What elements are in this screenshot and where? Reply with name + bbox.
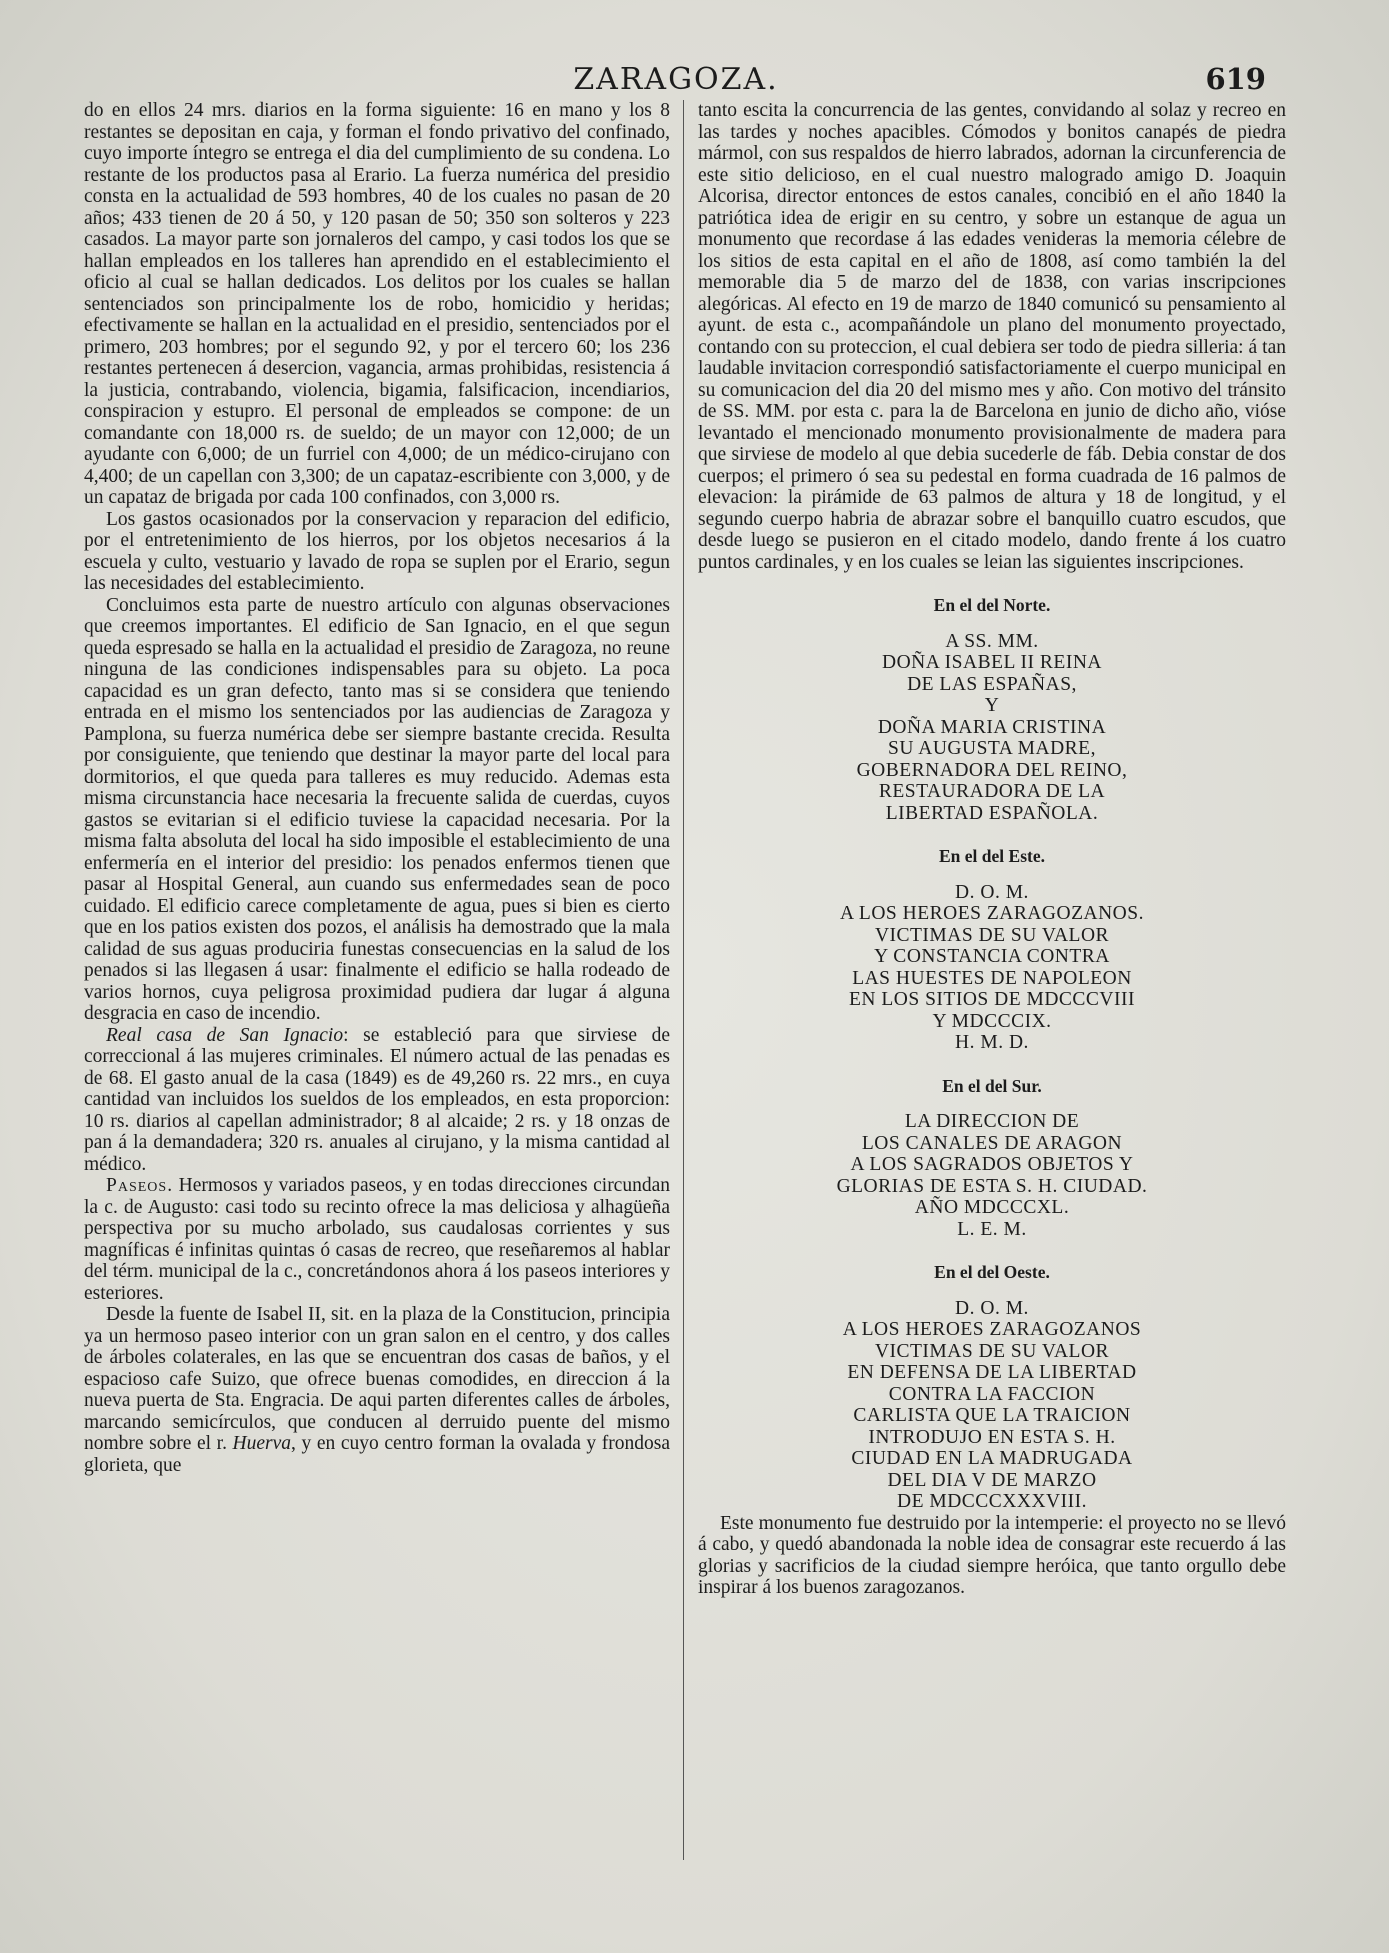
paragraph-observaciones: Concluimos esta parte de nuestro artículo con algunas observaciones que creemos importantes. El edificio de San Ignacio, en el que segun queda espresado se halla en la actualidad el presidio de Zaragoza, no reune ninguna de las condiciones indispensables para su objeto. La poca capacidad es un gran defecto, tanto mas si se considera que teniendo entrada en el mismo los sentenciados por las audiencias de Zaragoza y Pamplona, su fuerza numérica debe ser siempre bastante crecida. Resulta por consiguiente, que teniendo que destinar la mayor parte del local para dormitorios, el que queda para talleres es muy reducido. Ademas esta misma circunstancia hace necesaria la frecuente salida de cuerdas, cuyos gastos se evitarian si el edificio tuviese la capacidad necesaria. Por la misma falta absoluta del local ha sido imposible el establecimiento de una enfermería en el interior del presidio: los penados enfermos tienen que pasar al Hospital General, aun cuando sus enfermedades sean de poco cuidado. El edificio carece completamente de agua, pues si bien es cierto que en los patios existen dos pozos, el análisis ha demostrado que la mala calidad de sus aguas produciria funestas consecuencias en la salud de los penados si las llegasen á usar: finalmente el edificio se halla rodeado de varios hornos, cuya peligrosa proximidad pudiera dar lugar á alguna desgracia en caso de incendio.: [84, 594, 670, 1024]
paragraph-paseos: [84, 1175, 670, 1304]
paragraph-monumento: tanto escita la concurrencia de las gentes, convidando al solaz y recreo en las tardes y noches apacibles. Cómodos y bonitos canapés de piedra mármol, con sus respaldos de hierro labrados, adornan la circunferencia de este sitio delicioso, en el cual nuestro malogrado amigo D. Joaquin Alcorisa, director entonces de estos canales, concibió en el año 1840 la patriótica idea de erigir en su centro, y sobre un estanque de agua un monumento que recordase á las edades venideras la memoria célebre de los sitios de esta capital en el año de 1808, así como también la del memorable dia 5 de marzo del de 1838, con varias inscripciones alegóricas. Al efecto en 19 de marzo de 1840 comunicó su pensamiento al ayunt. de esta c., acompañándole un plano del monumento proyectado, contando con su proteccion, el cual debiera ser todo de piedra silleria: á tan laudable invitacion correspondió satisfactoriamente el cuerpo municipal en su comunicacion del dia 20 del mismo mes y año. Con motivo del tránsito de SS. MM. por esta c. para la de Barcelona en junio de dicho año, vióse levantado el mencionado monumento provisionalmente de madera para que sirviese de modelo al que debia sucederle de fáb. Debia constar de dos cuerpos; el primero ó sea su pedestal en forma cuadrada de 16 palmos de elevacion: la pirámide de 63 palmos de altura y 18 de longitud, y el segundo cuerpo habria de abrazar sobre el banquillo cuatro escudos, que desde luego se pusieron en el citado modelo, dando frente á los cuatro puntos cardinales, y en los cuales se leian las siguientes inscripciones.: [698, 100, 1286, 573]
inscription-line: VICTIMAS DE SU VALOR: [874, 924, 1110, 946]
inscription-oeste: [698, 1298, 1286, 1513]
paragraph-fuente: [84, 1304, 670, 1476]
inscription-line: DOÑA ISABEL II REINA: [882, 652, 1102, 673]
inscription-heading-este: En el del Este.: [939, 846, 1045, 866]
inscription-line: Y MDCCCIX.: [932, 1010, 1052, 1032]
fuente-text-a: Desde la fuente de Isabel II, sit. en la plaza de la Constitucion, principia ya un hermoso paseo interior con un gran salon en el centro, y dos calles de árboles colaterales, en las que se encuentran dos casas de baños, y el espacioso cafe Suizo, que ofrece buenas comodides, en direccion á la nueva puerta de Sta. Engracia. De aqui parten diferentes calles de árboles, marcando semicírculos, que conducen al derruido puente del mismo nombre sobre el r.: [84, 1304, 670, 1454]
column-divider: [683, 100, 684, 1860]
real-casa-title: Real casa de San Ignacio: [106, 1024, 344, 1046]
paragraph-real-casa: [84, 1025, 670, 1176]
inscription-line: LA DIRECCION DE: [904, 1111, 1080, 1132]
inscription-sur: [698, 1111, 1286, 1240]
inscription-line: CARLISTA QUE LA TRAICION: [853, 1405, 1131, 1426]
inscription-line: GLORIAS DE ESTA S. H. CIUDAD.: [836, 1175, 1148, 1197]
paragraph-presidio-funds: do en ellos 24 mrs. diarios en la forma siguiente: 16 en mano y los 8 restantes se depositan en caja, y forman el fondo privativo del confinado, cuyo importe íntegro se entrega el dia del cumplimiento de su condena. Lo restante de los productos pasa al Erario. La fuerza numérica del presidio consta en la actualidad de 593 hombres, 40 de los cuales no pasan de 20 años; 433 tienen de 20 á 50, y 120 pasan de 50; 350 son solteros y 223 casados. La mayor parte son jornaleros del campo, y casi todos los que se hallan empleados en los talleres han aprendido en el establecimiento el oficio al cual se hallan dedicados. Los delitos por los cuales se hallan sentenciados son principalmente los de robo, homicidio y heridas; efectivamente se hallan en la actualidad en el presidio, sentenciados por el primero, 203 hombres; por el segundo 92, y por el tercero 60; los 236 restantes pertenecen á desercion, vagancia, armas prohibidas, resistencia á la justicia, contrabando, violencia, bigamia, falsificacion, incendiarios, conspiracion y estupro. El personal de empleados se compone: de un comandante con 18,000 rs. de sueldo; de un mayor con 12,000; de un ayudante con 6,000; de un furriel con 4,000; de un médico-cirujano con 4,400; de un capellan con 3,300; de un capataz-escribiente con 3,000, y de un capataz de brigada por cada 100 confinados, con 3,000 rs.: [84, 100, 670, 508]
inscription-line: RESTAURADORA DE LA: [878, 781, 1106, 802]
inscription-line: A LOS HEROES ZARAGOZANOS: [842, 1319, 1142, 1340]
inscription-line: LAS HUESTES DE NAPOLEON: [852, 967, 1132, 989]
left-column: [84, 100, 670, 1476]
inscription-line: Y CONSTANCIA CONTRA: [874, 946, 1110, 967]
inscription-line: DE LAS ESPAÑAS,: [907, 673, 1077, 695]
inscription-line: DOÑA MARIA CRISTINA: [877, 716, 1107, 738]
inscription-line: LOS CANALES DE ARAGON: [861, 1132, 1123, 1154]
paseos-lead: Paseos.: [106, 1175, 174, 1196]
inscription-line: VICTIMAS DE SU VALOR: [874, 1340, 1110, 1362]
paseos-text: Hermosos y variados paseos, y en todas direcciones circundan la c. de Augusto: casi todo su recinto ofrece la mas deliciosa y alhagüeña perspectiva por su mucho arbolado, sus caudalosas corrientes y sus magníficas é infinitas quintas ó casas de recreo, que reseñaremos al hablar del térm. municipal de la c., concretándonos ahora á los paseos interiores y esteriores.: [84, 1175, 670, 1304]
inscription-line: D. O. M.: [955, 881, 1029, 903]
inscription-heading-norte: En el del Norte.: [933, 595, 1051, 615]
inscription-line: LIBERTAD ESPAÑOLA.: [885, 802, 1099, 824]
inscription-line: DE MDCCCXXXVIII.: [897, 1491, 1087, 1512]
inscription-line: EN DEFENSA DE LA LIBERTAD: [847, 1362, 1137, 1383]
inscription-line: L. E. M.: [957, 1218, 1027, 1240]
fuente-river: Huerva: [232, 1433, 292, 1454]
running-title: ZARAGOZA.: [573, 62, 779, 97]
real-casa-text: : se estableció para que sirviese de correccional á las mujeres criminales. El número actual de las penadas es de 68. El gasto anual de la casa (1849) es de 49,260 rs. 22 mrs., en cuya cantidad van incluidos los sueldos de los empleados, en esta proporcion: 10 rs. diarios al capellan administrador; 8 al alcaide; 2 rs. y 18 onzas de pan á la demandadera; 320 rs. anuales al cirujano, y la misma cantidad al médico.: [84, 1024, 670, 1175]
inscription-line: EN LOS SITIOS DE MDCCCVIII: [849, 989, 1135, 1010]
inscription-heading-sur: En el del Sur.: [942, 1075, 1042, 1096]
inscription-line: SU AUGUSTA MADRE,: [888, 738, 1096, 759]
inscription-line: A LOS SAGRADOS OBJETOS Y: [850, 1154, 1134, 1175]
inscription-line: H. M. D.: [955, 1032, 1029, 1053]
inscription-line: Y: [984, 695, 1000, 716]
inscription-line: GOBERNADORA DEL REINO,: [856, 759, 1128, 781]
inscription-line: CONTRA LA FACCION: [888, 1383, 1096, 1405]
inscription-heading-oeste: En el del Oeste.: [934, 1262, 1050, 1282]
inscription-este: [698, 882, 1286, 1054]
paragraph-closing: Este monumento fue destruido por la intemperie: el proyecto no se llevó á cabo, y quedó abandonada la noble idea de consagrar este recuerdo á las glorias y sacrificios de la ciudad siempre heróica, que tanto orgullo debe inspirar á los buenos zaragozanos.: [698, 1512, 1286, 1598]
page-number: 619: [1205, 62, 1266, 96]
inscription-line: A LOS HEROES ZARAGOZANOS.: [840, 903, 1144, 924]
inscription-line: A SS. MM.: [945, 630, 1039, 652]
inscription-line: INTRODUJO EN ESTA S. H.: [868, 1426, 1116, 1448]
inscription-line: AÑO MDCCCXL.: [914, 1197, 1070, 1218]
right-column: [698, 100, 1286, 1599]
inscription-line: DEL DIA V DE MARZO: [887, 1469, 1097, 1491]
inscription-line: D. O. M.: [955, 1297, 1029, 1319]
inscription-norte: [698, 631, 1286, 825]
paragraph-gastos: Los gastos ocasionados por la conservacion y reparacion del edificio, por el entretenimiento de los hierros, por los objetos necesarios á la escuela y culto, vestuario y lavado de ropa se suplen por el Erario, segun las necesidades del establecimiento.: [84, 508, 670, 594]
inscription-line: CIUDAD EN LA MADRUGADA: [851, 1448, 1133, 1469]
fuente-text-b: , y en cuyo centro forman la ovalada y frondosa glorieta, que: [84, 1433, 671, 1476]
